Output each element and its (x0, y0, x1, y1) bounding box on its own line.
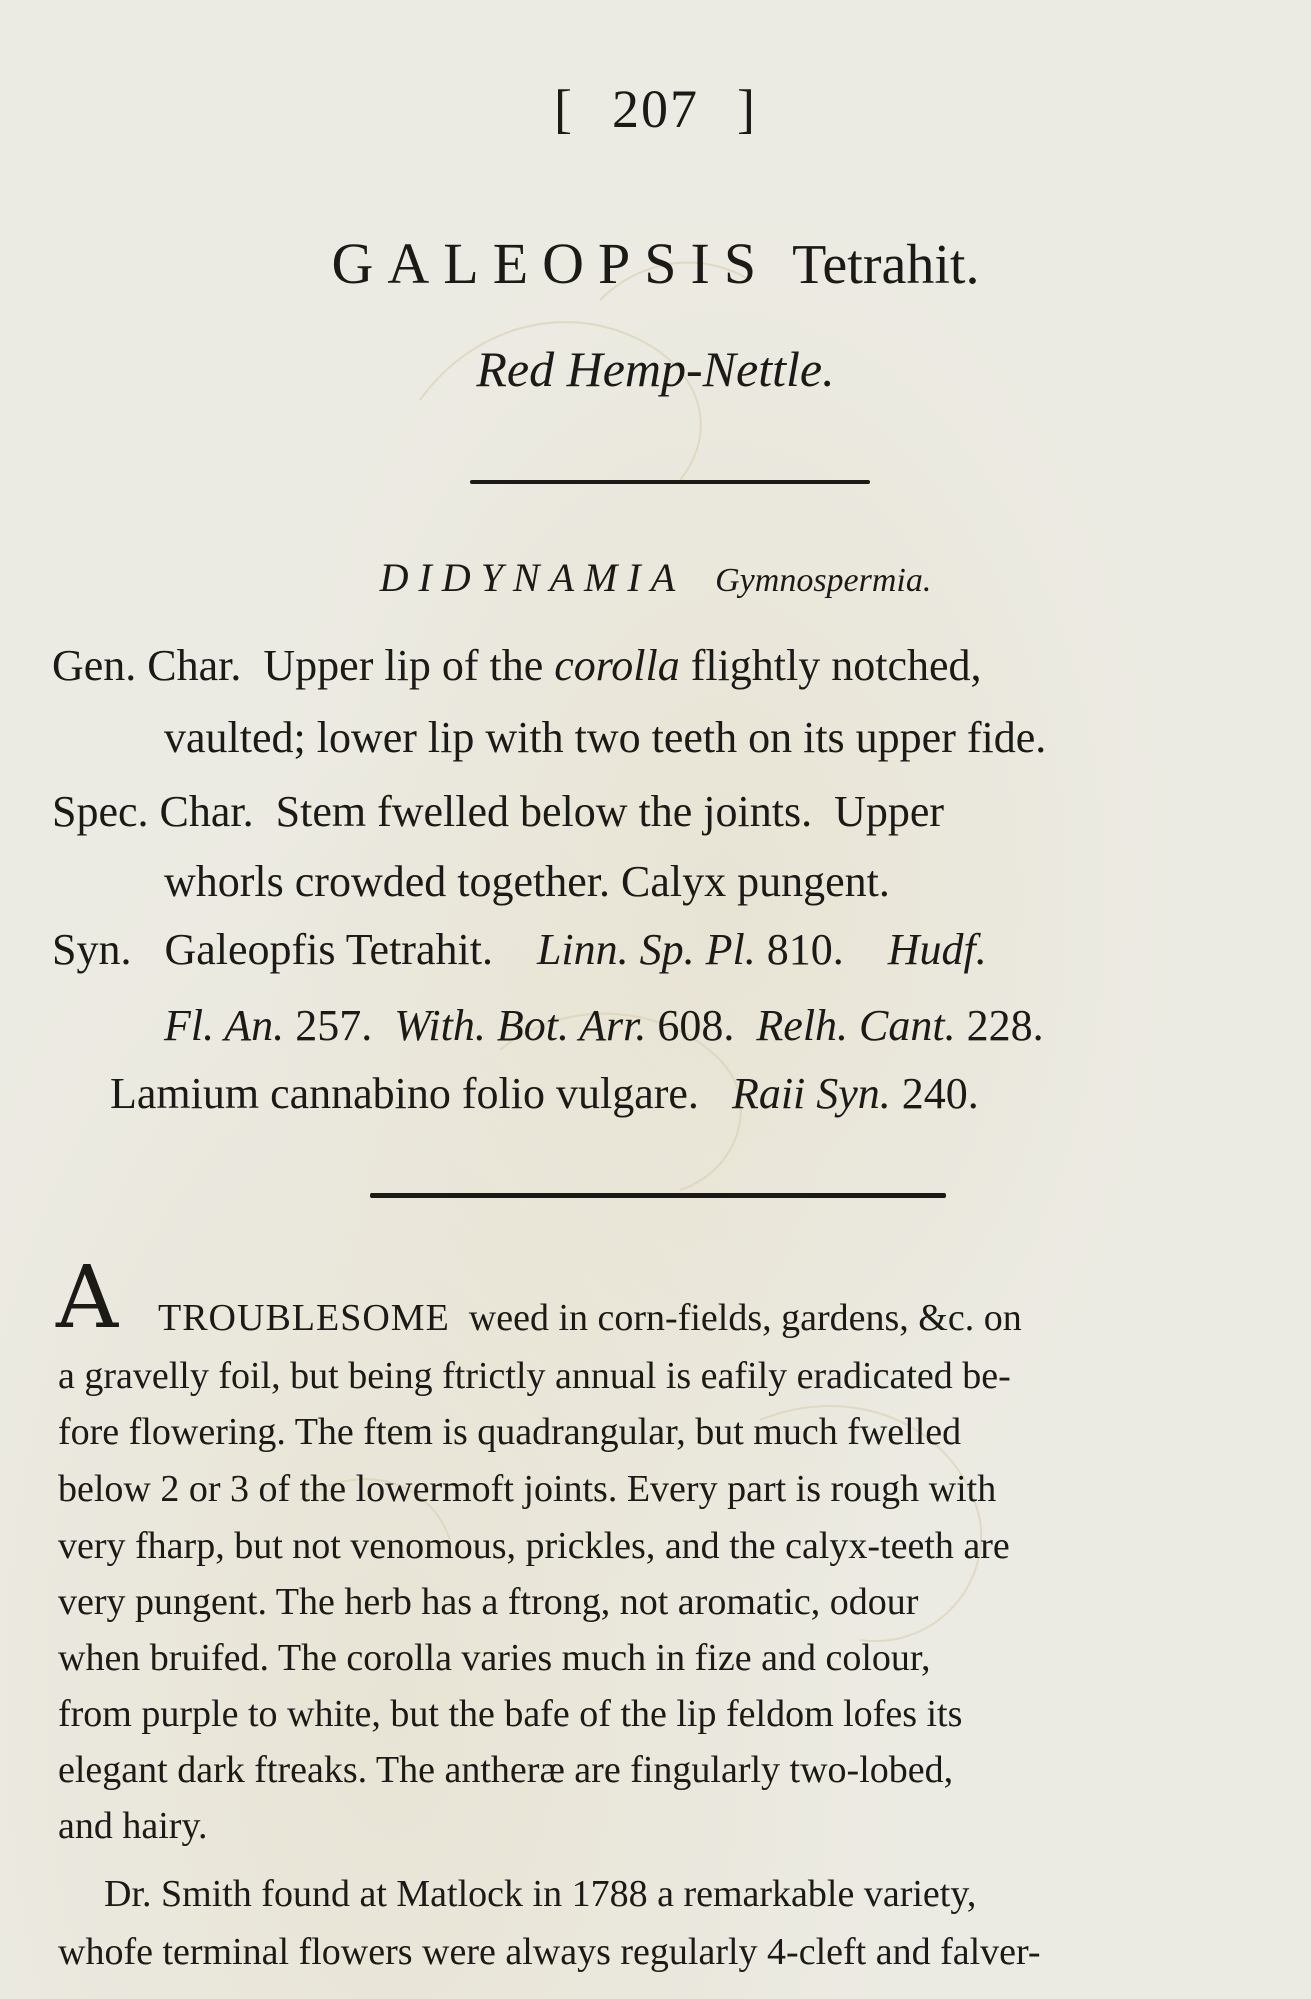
drop-cap: A (56, 1248, 119, 1348)
body-line-4: below 2 or 3 of the lowermoft joints. Every part is rough with (58, 1468, 997, 1510)
specific-character-line-1 (52, 786, 944, 837)
body-line-2: a gravelly foil, but being ftrictly annual is eafily eradicated be- (58, 1355, 1011, 1397)
syn-1-a: Galeopfis Tetrahit. (164, 925, 493, 974)
syn-3-b: Raii Syn. (731, 1069, 891, 1118)
syn-2-b: 257. (295, 1001, 373, 1050)
genus-name: GALEOPSIS (331, 231, 771, 296)
first-word: TROUBLESOME (158, 1297, 450, 1339)
bracket-close: ] (737, 79, 757, 139)
synonym-line-1 (52, 924, 987, 975)
gen-char-text-a: Upper lip of the (263, 641, 544, 690)
gen-char-label: Gen. Char. (52, 641, 242, 690)
generic-character-line-2: vaulted; lower lip with two teeth on its upper fide. (164, 713, 1047, 762)
syn-1-b: Linn. Sp. Pl. (536, 925, 756, 974)
syn-label: Syn. (52, 925, 132, 974)
synonym-line-2 (164, 1000, 1044, 1051)
page-number-value: 207 (612, 79, 699, 139)
syn-2-e: Relh. Cant. (756, 1001, 956, 1050)
body-line-8: from purple to white, but the bafe of the lip feldom lofes its (58, 1693, 963, 1735)
syn-1-c: 810. (766, 925, 844, 974)
body-line-6: very pungent. The herb has a ftrong, not aromatic, odour (58, 1581, 919, 1623)
bracket-open: [ (554, 79, 574, 139)
linnaean-class: DIDYNAMIA (379, 555, 686, 600)
syn-2-f: 228. (966, 1001, 1044, 1050)
linnaean-order: Gymnospermia. (715, 562, 932, 599)
syn-2-c: With. Bot. Arr. (394, 1001, 647, 1050)
generic-character-line-1 (52, 640, 982, 691)
syn-3-a: Lamium cannabino folio vulgare. (110, 1069, 699, 1118)
para2-line-1: Dr. Smith found at Matlock in 1788 a remarkable variety, (104, 1873, 977, 1915)
common-name: Red Hemp-Nettle. (476, 341, 835, 397)
divider-rule-bottom (370, 1193, 946, 1198)
page-title (0, 230, 1311, 297)
synonym-line-3 (110, 1068, 979, 1119)
body-line-5: very fharp, but not venomous, prickles, and the calyx-teeth are (58, 1525, 1010, 1567)
divider-rule-top (470, 480, 870, 484)
specific-character-line-2: whorls crowded together. Calyx pungent. (164, 857, 890, 906)
spec-char-text: Stem fwelled below the joints. Upper (275, 787, 945, 836)
para2-line-2: whofe terminal flowers were always regularly 4-cleft and falver- (58, 1931, 1041, 1973)
syn-2-a: Fl. An. (164, 1001, 285, 1050)
body-line-1-text: weed in corn-fields, gardens, &c. on (468, 1297, 1022, 1339)
body-line-7: when bruifed. The corolla varies much in fize and colour, (58, 1637, 931, 1679)
gen-char-text-b: flightly notched, (690, 641, 982, 690)
gen-char-italic: corolla (554, 641, 680, 690)
body-line-9: elegant dark ftreaks. The antheræ are fingularly two-lobed, (58, 1749, 954, 1791)
body-line-1 (158, 1296, 1022, 1340)
species-name: Tetrahit. (792, 234, 980, 296)
body-line-3: fore flowering. The ftem is quadrangular, but much fwelled (58, 1411, 962, 1453)
syn-1-d: Hudf. (887, 925, 987, 974)
body-line-10: and hairy. (58, 1805, 208, 1847)
spec-char-label: Spec. Char. (52, 787, 254, 836)
syn-2-d: 608. (657, 1001, 735, 1050)
classification (0, 554, 1311, 601)
syn-3-c: 240. (901, 1069, 979, 1118)
page-number (0, 78, 1311, 140)
